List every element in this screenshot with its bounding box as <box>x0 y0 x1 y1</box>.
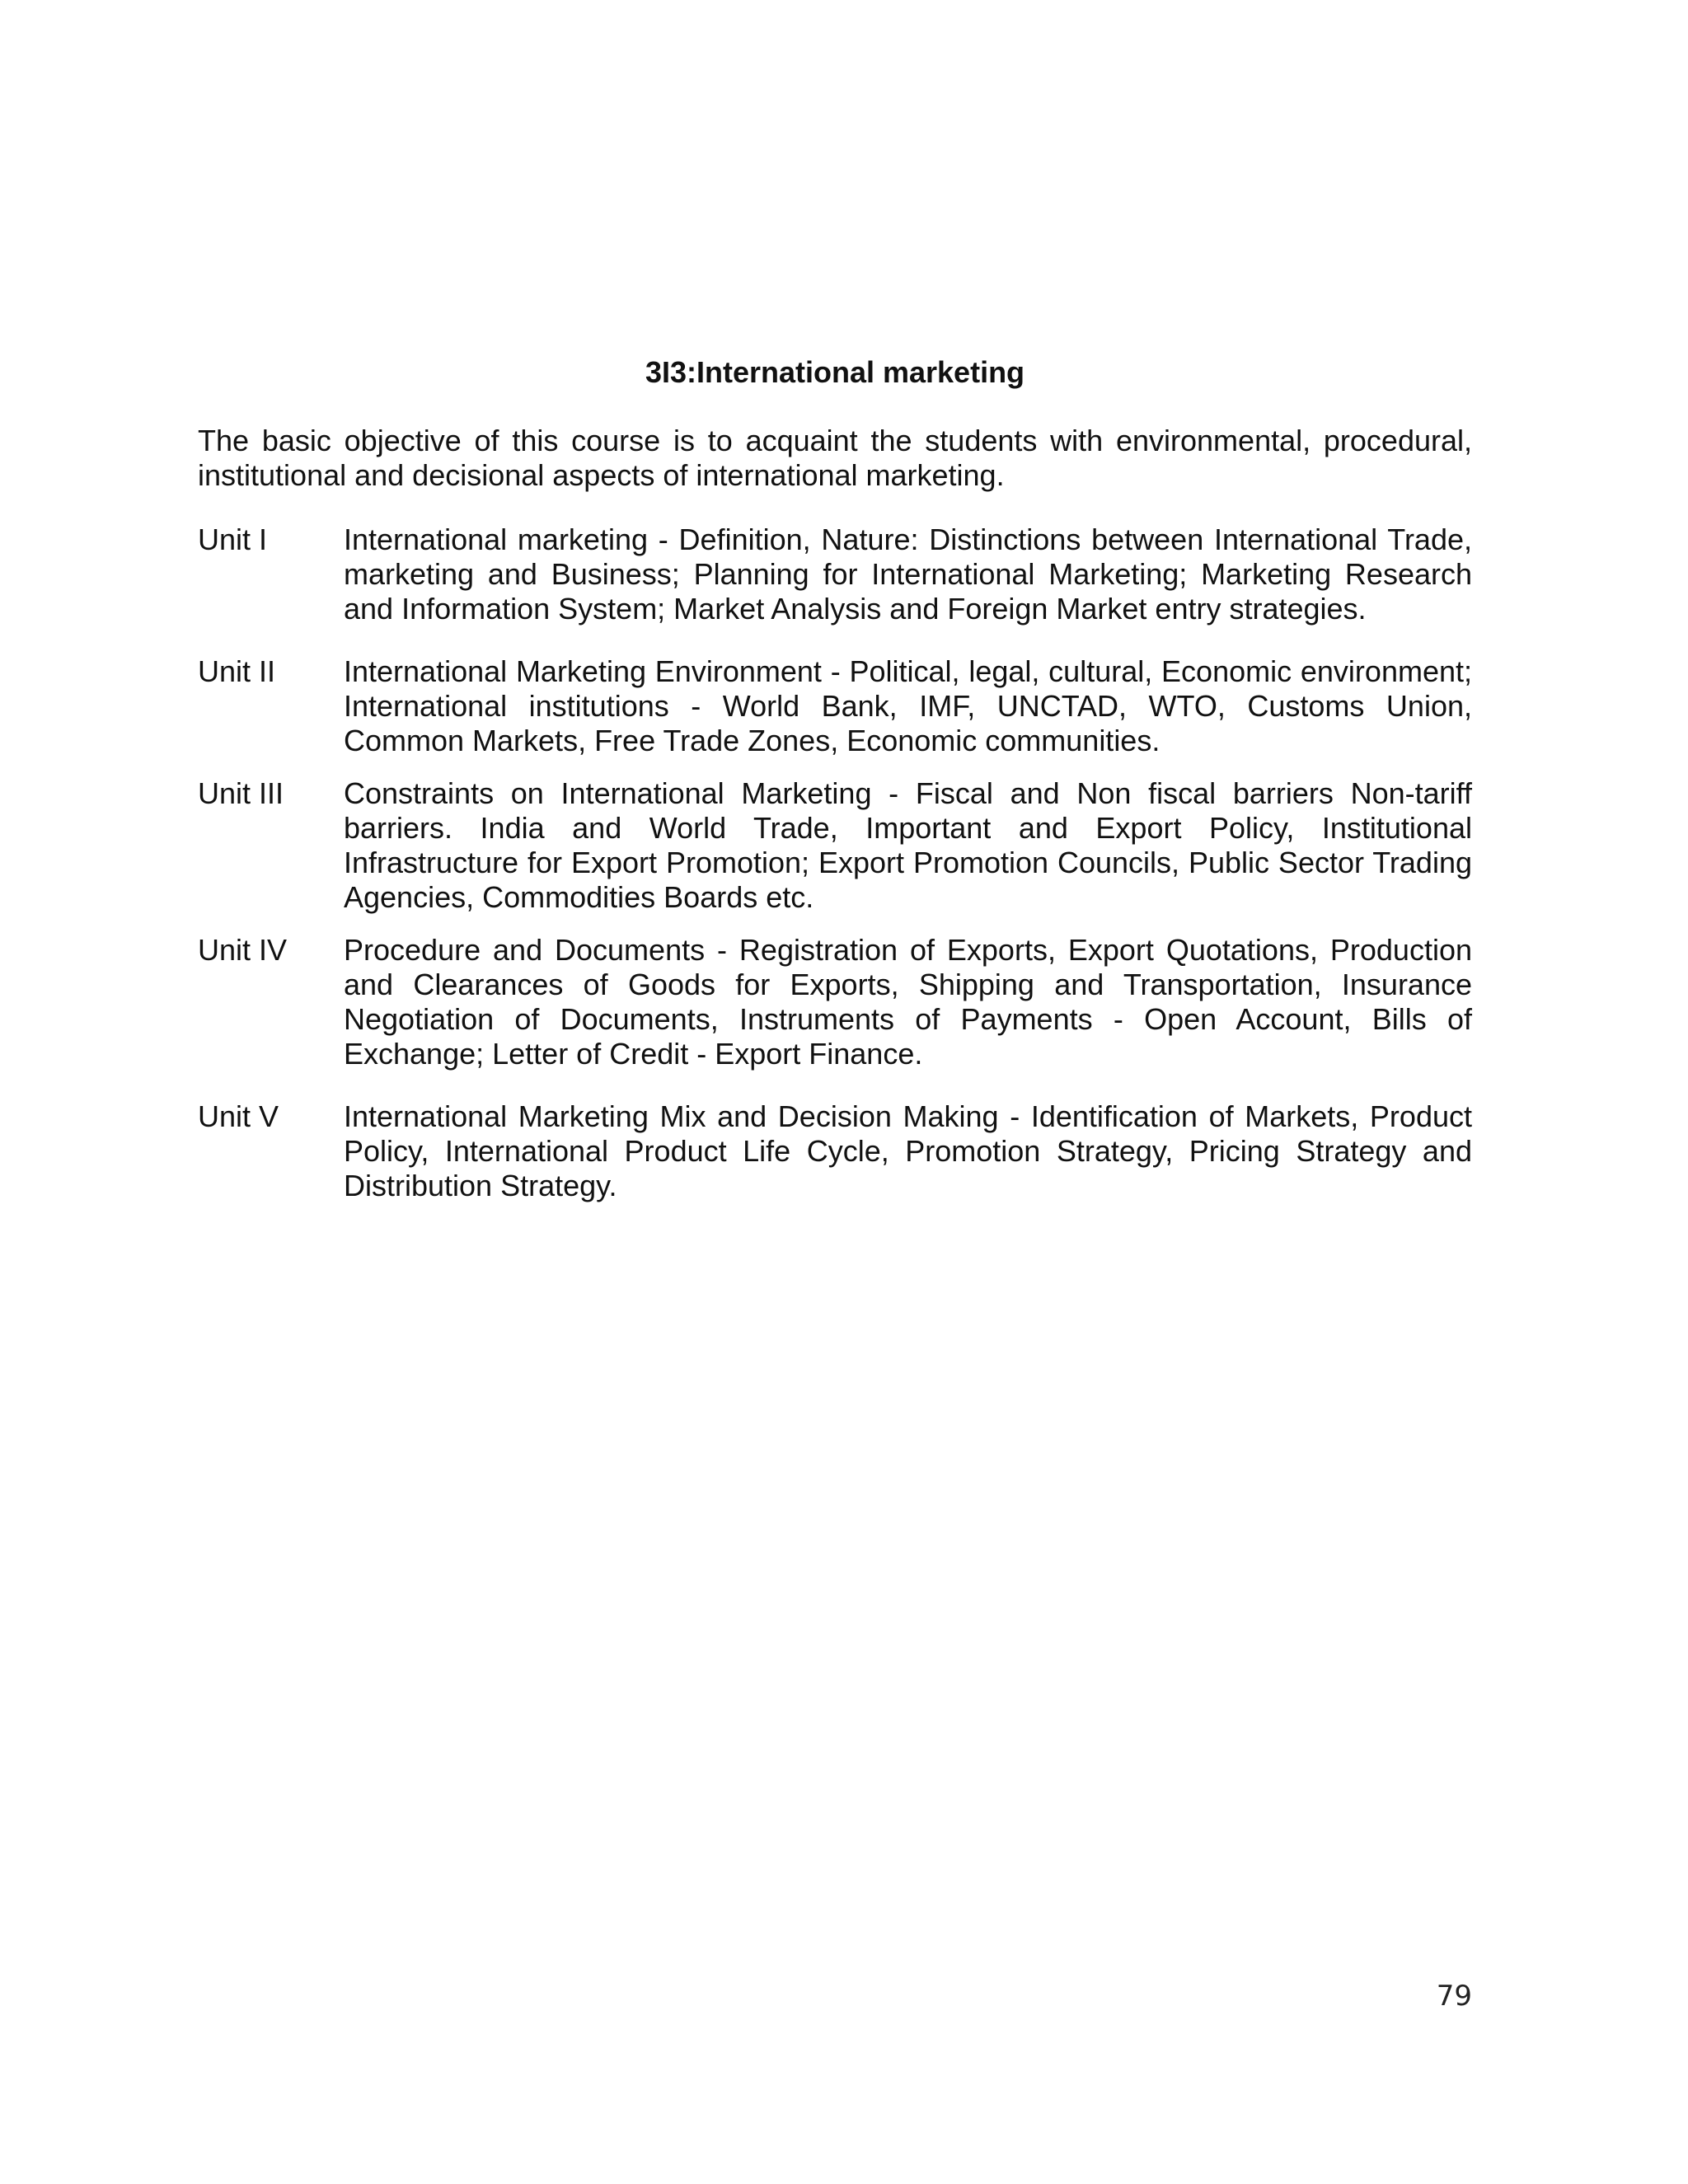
unit-label: Unit I <box>198 523 268 556</box>
unit-row-5 <box>198 1099 1472 1203</box>
unit-label: Unit III <box>198 776 284 810</box>
unit-description: International Marketing Environment - Political, legal, cultural, Economic environment; International institutions - World Bank, IMF, UNCTAD, WTO, Customs Union, Common Markets, Free Trade Zones, Economic communities. <box>344 654 1472 757</box>
document-body <box>198 354 1472 1203</box>
unit-description: Procedure and Documents - Registration of Exports, Export Quotations, Production and Clearances of Goods for Exports, Shipping and Transportation, Insurance Negotiation of Documents, Instruments of Payments - Open Account, Bills of Exchange; Letter of Credit - Export Finance. <box>344 933 1472 1071</box>
unit-row-2 <box>198 654 1472 758</box>
course-objective: The basic objective of this course is to acquaint the students with environmental, procedural, institutional and decisional aspects of international marketing. <box>198 424 1472 492</box>
unit-label: Unit V <box>198 1099 279 1133</box>
unit-label: Unit IV <box>198 933 288 967</box>
unit-description: International marketing - Definition, Nature: Distinctions between International Trade, marketing and Business; Planning for International Marketing; Marketing Research and Information System; Market Analysis and Foreign Market entry strategies. <box>344 523 1472 626</box>
unit-row-1 <box>198 523 1472 626</box>
unit-description: International Marketing Mix and Decision Making - Identification of Markets, Product Policy, International Product Life Cycle, Promotion Strategy, Pricing Strategy and Distribution Strategy. <box>344 1099 1472 1202</box>
unit-row-4 <box>198 933 1472 1071</box>
page-title: 3I3:International marketing <box>645 355 1025 389</box>
page-number: 79 <box>1436 1980 1472 2013</box>
unit-row-3 <box>198 776 1472 915</box>
unit-description: Constraints on International Marketing - Fiscal and Non fiscal barriers Non-tariff barriers. India and World Trade, Important and Export Policy, Institutional Infrastructure for Export Promotion; Export Promotion Councils, Public Sector Trading Agencies, Commodities Boards etc. <box>344 776 1472 914</box>
unit-label: Unit II <box>198 654 276 688</box>
